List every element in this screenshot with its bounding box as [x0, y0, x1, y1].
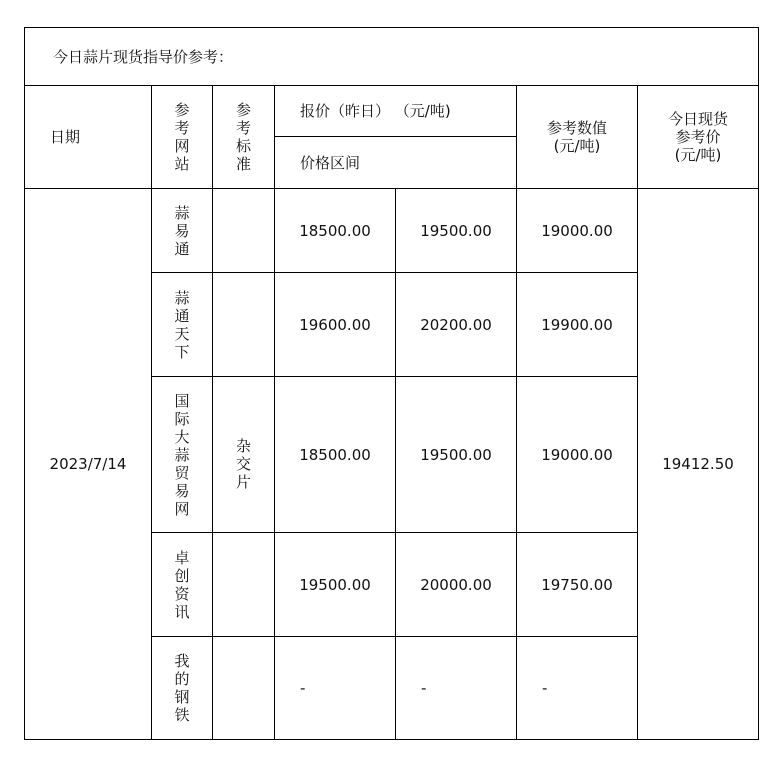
- table-row-high: [396, 377, 516, 532]
- table-row-ref: [517, 189, 637, 272]
- header-reference-value-text: 参考数值 (元/吨): [546, 119, 607, 155]
- table-row-high: [396, 533, 516, 636]
- table-row-low: [300, 637, 395, 739]
- header-standard-text: 参考标准: [235, 101, 251, 173]
- site-name: 国际大蒜贸易网: [174, 391, 190, 518]
- table-row-low: [275, 533, 395, 636]
- table-row-ref: [517, 533, 637, 636]
- table-row-high: [396, 189, 516, 272]
- ref-price: -: [542, 679, 548, 697]
- high-price: 20000.00: [420, 575, 492, 594]
- table-row-site: [152, 273, 212, 376]
- header-site: [152, 86, 212, 188]
- table-row-ref: [542, 637, 637, 739]
- ref-price: 19000.00: [541, 221, 613, 240]
- header-date: [50, 86, 150, 188]
- site-name: 我的钢铁: [174, 652, 190, 724]
- high-price: -: [421, 679, 427, 697]
- standard-text: 杂交片: [235, 437, 251, 491]
- table-row-low: [275, 273, 395, 376]
- header-quote: [300, 86, 516, 136]
- today-price-text: 19412.50: [662, 455, 734, 473]
- low-price: 19500.00: [299, 575, 371, 594]
- header-date-text: 日期: [50, 128, 81, 146]
- high-price: 20200.00: [420, 315, 492, 334]
- today-price-cell: [638, 189, 758, 739]
- date-cell: [25, 189, 151, 739]
- site-name: 卓创资讯: [174, 548, 190, 621]
- site-name: 蒜易通: [174, 203, 190, 258]
- header-today-price-text: 今日现货 参考价 (元/吨): [667, 110, 728, 164]
- site-name: 蒜通天下: [174, 288, 190, 361]
- table-row-site: [152, 533, 212, 636]
- table-row-low: [275, 377, 395, 532]
- title-text: 今日蒜片现货指导价参考：: [53, 47, 234, 66]
- low-price: 18500.00: [299, 221, 371, 240]
- ref-price: 19000.00: [541, 445, 613, 464]
- ref-price: 19750.00: [541, 575, 613, 594]
- table-row-ref: [517, 377, 637, 532]
- header-quote-text: 报价（昨日） （元/吨): [300, 102, 451, 120]
- low-price: 18500.00: [299, 445, 371, 464]
- high-price: 19500.00: [420, 221, 492, 240]
- header-standard: [213, 86, 274, 188]
- low-price: 19600.00: [299, 315, 371, 334]
- header-reference-value: [517, 86, 637, 188]
- header-site-text: 参考网站: [174, 101, 190, 173]
- table-row-high: [396, 273, 516, 376]
- high-price: 19500.00: [420, 445, 492, 464]
- table-row-ref: [517, 273, 637, 376]
- standard-cell: [213, 189, 274, 739]
- table-row-site: [152, 637, 212, 739]
- header-range: [300, 137, 516, 188]
- ref-price: 19900.00: [541, 315, 613, 334]
- table-row-low: [275, 189, 395, 272]
- low-price: -: [300, 679, 306, 697]
- table-row-site: [152, 377, 212, 532]
- date-text: 2023/7/14: [49, 455, 127, 473]
- page-title: [25, 28, 758, 85]
- header-range-text: 价格区间: [300, 153, 361, 172]
- table-row-high: [421, 637, 516, 739]
- header-today-price: [638, 86, 758, 188]
- table-row-site: [152, 189, 212, 272]
